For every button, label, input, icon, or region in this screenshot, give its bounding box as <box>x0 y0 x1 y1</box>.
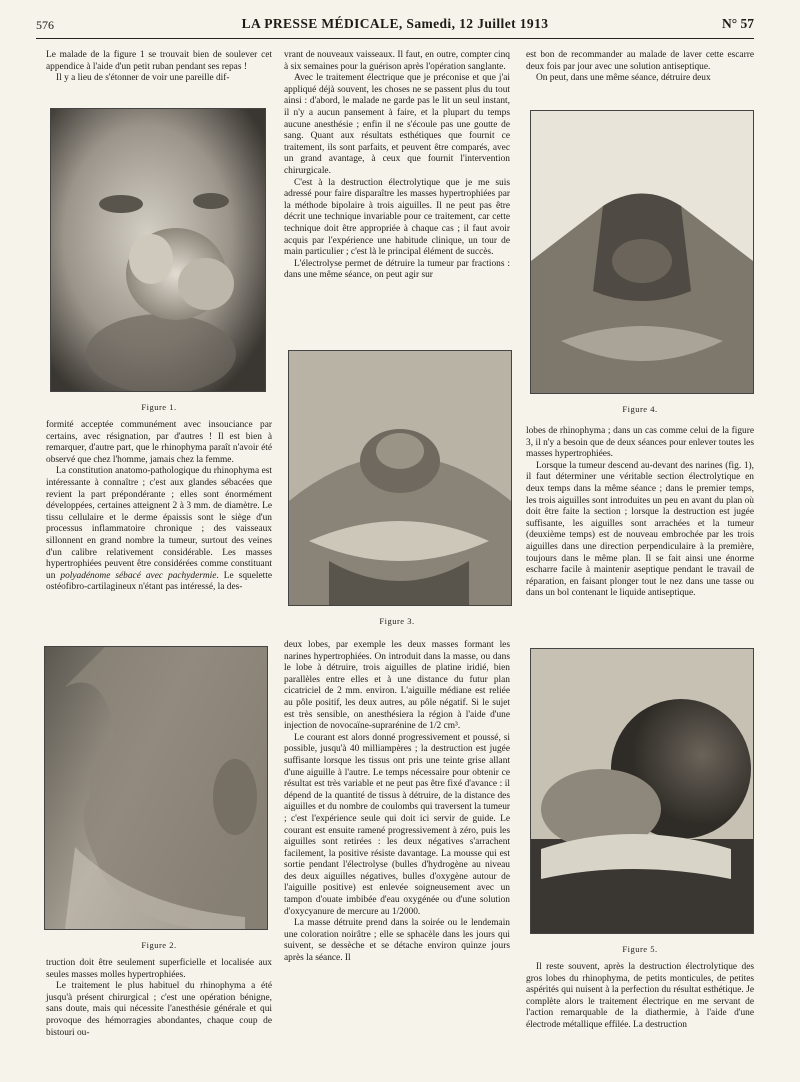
paragraph: deux lobes, par exemple les deux masses formant les narines hypertrophiées. On introduit dans la masse, ou dans le lobe à détruire, trois aiguilles de platine iridié, bien parallèles entre elles et à une distance du futur plan cicatriciel de 2 mm. environ. L'aiguille médiane est reliée au pôle positif, les deux autres, au pôle négatif. Si le sujet est très sensible, on anesthésiera la région à l'aide d'une injection de novocaïne-suprarénine de 1/2 cm³. <box>284 640 510 732</box>
nose-underside-photo <box>531 111 753 393</box>
col1-bottom-text <box>46 958 272 1039</box>
paragraph: Le courant est alors donné progressivement et poussé, si possible, jusqu'à 40 milliampères ; la destruction est jugée suffisante lorsque les tissus ont pris une teinte grise allant d'une aiguille à l'autre. Le temps nécessaire pour obtenir ce résultat est très variable et ne peut pas être fixé d'avance : il dépend de la quantité de tissus à détruire, de la distance des aiguilles et du nombre de coulombs qui traversent la tumeur ; c'est l'expérience seule qui doit ici servir de guide. Le courant est ensuite ramené progressivement à zéro, puis les aiguilles sont retirées : les deux négatives s'arrachent facilement, la positive résiste davantage. La mousse qui est sortie pendant l'électrolyse (bulles d'hydrogène au niveau des deux aiguilles négatives, bulles d'oxygène autour de l'aiguille positive) est enlevée soigneusement avec un tampon d'ouate imbibée d'eau oxygénée ou d'une solution d'oxycyanure de mercure au 1/2000. <box>284 732 510 917</box>
paragraph: On peut, dans une même séance, détruire deux <box>536 73 711 84</box>
col1-top-text <box>46 50 272 85</box>
col3-top-text <box>526 50 754 85</box>
issue-number: N° 57 <box>721 16 754 31</box>
caption-figure-1: Figure 1. <box>141 402 177 412</box>
caption-figure-3: Figure 3. <box>379 616 415 626</box>
paragraph: La masse détruite prend dans la soirée ou le lendemain une coloration noirâtre ; elle se sphacèle dans les jours qui suivent, se dessèche et se détache environ quinze jours après la séance. Il <box>284 918 510 964</box>
paragraph: L'électrolyse permet de détruire la tumeur par fractions : dans une même séance, on peut agir sur <box>284 258 510 281</box>
col1-middle-text <box>46 420 272 594</box>
nose-underside-photo <box>289 351 511 605</box>
paragraph: truction doit être seulement superficielle et localisée aux seules masses molles hypertrophiées. <box>46 958 272 980</box>
face-photo <box>51 109 265 391</box>
paragraph: Il reste souvent, après la destruction électrolytique des gros lobes du rhinophyma, de petits monticules, de petites aspérités qui nuisent à la perfection du résultat esthétique. Je complète alors le traitement électrique en me servant de l'action remarquable de la diathermie, à l'aide d'une électrode métallique effilée. La destruction <box>526 962 754 1030</box>
figure-2-photo <box>44 646 268 930</box>
page-number: 576 <box>36 18 54 32</box>
col2-top-text <box>284 50 510 282</box>
text-run: . Le squelette ostéofibro-cartilagineux n'étant pas intéressé, la des- <box>46 570 272 593</box>
profile-photo <box>45 647 267 929</box>
figure-4-photo <box>530 110 754 394</box>
text-run: La constitution anatomo-pathologique du rhinophyma est intéressante à connaître ; c'est aux glandes sébacées que revient la part prépondérante ; elles sont énormément développées, certaines atteignent 2 à 3 mm. de diamètre. Le tissu cellulaire et le derme épaissis sont le siège d'un processus inflammatoire chronique ; des vaisseaux sillonnent en grand nombre la tumeur, surtout des veines d'un calibre relativement considérable. Les masses hypertrophiées peuvent être considérées comme constituant un <box>46 466 272 581</box>
paragraph: est bon de recommander au malade de laver cette escarre deux fois par jour avec une solution antiseptique. <box>526 50 754 72</box>
paragraph: Le malade de la figure 1 se trouvait bien de soulever cet appendice à l'aide d'un petit ruban pendant ses repas ! <box>46 50 272 72</box>
paragraph: Le traitement le plus habituel du rhinophyma a été jusqu'à présent chirurgical ; c'est une opération bénigne, sans doute, mais qui nécessite l'anesthésie générale et qui provoque des hémorragies abondantes, chaque coup de bistouri ou- <box>46 981 272 1038</box>
paragraph: formité acceptée communément avec insouciance par certains, avec résignation, par d'autres ! Il est bien à remarquer, d'autre part, que le rhinophyma paraît n'avoir été observé que chez l'homme, jamais chez la femme. <box>46 420 272 465</box>
figure-3-photo <box>288 350 512 606</box>
caption-figure-5: Figure 5. <box>622 944 658 954</box>
paragraph: Il y a lieu de s'étonner de voir une pareille dif- <box>56 73 230 84</box>
paragraph: C'est à la destruction électrolytique que je me suis adressé pour faire disparaître les masses hypertrophiées par la méthode bipolaire à trois aiguilles. Il ne peut pas être décrit une technique invariable pour ce traitement, car cette technique doit être appropriée à chaque cas ; il faut avoir acquis par l'expérience une habitude clinique, un tour de main particulier ; c'est là le principal élément de succès. <box>284 177 510 258</box>
figure-1-photo <box>50 108 266 392</box>
paragraph: vrant de nouveaux vaisseaux. Il faut, en outre, compter cinq à six semaines pour la guérison après l'opération sanglante. <box>284 50 510 72</box>
caption-figure-4: Figure 4. <box>622 404 658 414</box>
tumor-closeup-photo <box>531 649 753 933</box>
paragraph: Avec le traitement électrique que je préconise et que j'ai appliqué déjà souvent, les choses ne se passent plus du tout ainsi : d'abord, le malade ne garde pas le lit un seul instant, il n'y a aucun pansement à faire, et la plupart du temps aucune anesthésie ; enfin il ne s'écoule pas une goutte de sang. Quant aux résultats esthétiques que fournit ce traitement, ils sont parfaits, et peuvent être comparés, avec un grand avantage, à ceux que fournit l'intervention chirurgicale. <box>284 73 510 176</box>
italic-term: polyadénome sébacé avec pachydermie <box>60 570 217 581</box>
col3-bottom-text <box>526 962 754 1032</box>
journal-title: LA PRESSE MÉDICALE, Samedi, 12 Juillet 1913 <box>241 16 549 31</box>
header-rule <box>36 38 754 39</box>
paragraph: lobes de rhinophyma ; dans un cas comme celui de la figure 3, il n'y a besoin que de deux séances pour enlever toutes les masses hypertrophiées. <box>526 426 754 460</box>
figure-5-photo <box>530 648 754 934</box>
paragraph <box>46 466 272 594</box>
caption-figure-2: Figure 2. <box>141 940 177 950</box>
page-header <box>36 16 754 38</box>
paragraph: Lorsque la tumeur descend au-devant des narines (fig. 1), il faut déterminer une véritable section électrolytique en deux temps dans la même séance ; dans le premier temps, les trois aiguilles sont introduites un peu en avant du plan où doit être faite la section ; lorsque la destruction est jugée suffisante, les aiguilles sont arrachées et la tumeur (deuxième temps) est de nouveau embrochée par les trois aiguilles dans une direction perpendiculaire à la première, toujours dans le même plan. Il se fait ainsi une énorme escharre facile à maintenir aseptique pendant le travail de réparation, en faisant plonger tout le nez dans une tasse ou dans un bol contenant le liquide antiseptique. <box>526 460 754 599</box>
col2-bottom-text <box>284 640 510 965</box>
col3-middle-text <box>526 426 754 600</box>
